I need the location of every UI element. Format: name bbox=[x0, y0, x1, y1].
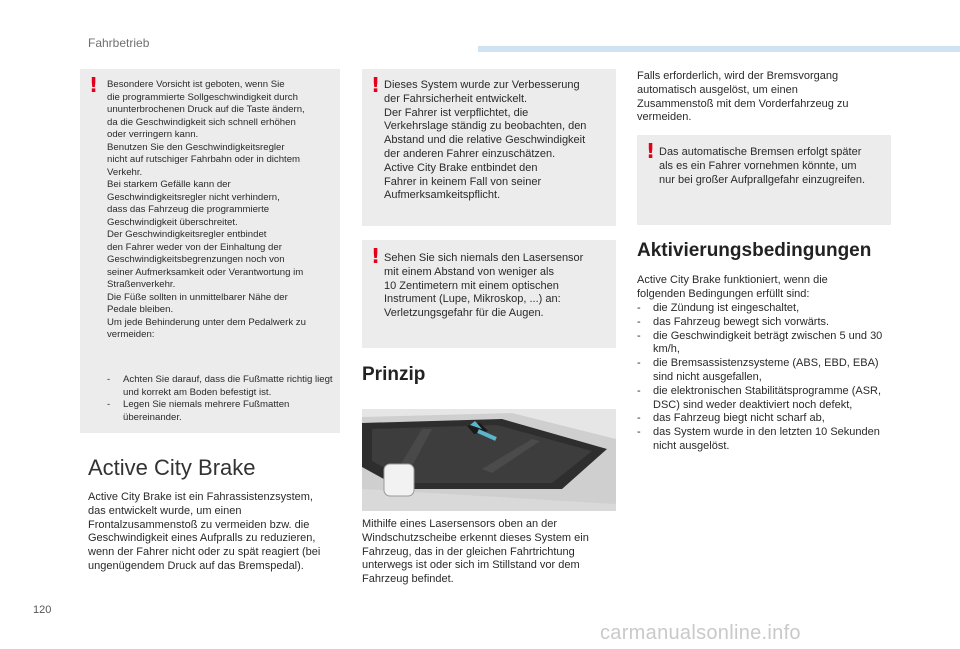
warning-exclamation-icon: ! bbox=[371, 244, 381, 268]
warning-note-automatic-braking bbox=[637, 135, 891, 225]
section-heading-prinzip: Prinzip bbox=[362, 364, 426, 385]
warning-note-text: Besondere Vorsicht ist geboten, wenn Sie die programmierte Sollgeschwindigkeit durch ununterbrochenen Druck auf die Taste ändern, da die Geschwindigkeit sich schnell erhöhen oder verringern kann. Benutzen Sie den Geschwindigkeitsregler nicht auf rutschiger Fahrbahn oder in dichtem Verkehr. Bei starkem Gefälle kann der Geschwindigkeitsregler nicht verhindern, dass das Fahrzeug die programmierte Geschwindigkeit überschreitet. Der Geschwindigkeitsregler entbindet den Fahrer weder von der Einhaltung der Geschwindigkeitsbegrenzungen noch von seiner Aufmerksamkeit oder Verantwortung im Straßenverkehr. Die Füße sollten in unmittelbarer Nähe der Pedale bleiben. Um jede Behinderung unter dem Pedalwerk zu vermeiden: bbox=[107, 79, 306, 340]
list-item: - das System wurde in den letzten 10 Sekunden nicht ausgelöst. bbox=[637, 426, 880, 452]
warning-exclamation-icon: ! bbox=[646, 139, 656, 163]
paragraph-active-city-brake: Active City Brake ist ein Fahrassistenzsystem, das entwickelt wurde, um einen Frontalzusammenstoß zu vermeiden bzw. die Geschwindigkeit eines Aufpralls zu reduzieren, wenn der Fahrer nicht oder zu spät reagiert (bei ungenügendem Druck auf das Bremspedal). bbox=[88, 491, 321, 572]
car-windshield-graphic bbox=[362, 409, 616, 511]
list-item: - die Bremsassistenzsysteme (ABS, EBD, EBA) sind nicht ausgefallen, bbox=[637, 357, 879, 383]
list-item: - das Fahrzeug biegt nicht scharf ab, bbox=[637, 412, 825, 425]
running-header: Fahrbetrieb bbox=[88, 36, 150, 50]
aktivierung-conditions-list bbox=[637, 302, 892, 454]
paragraph-falls-erforderlich: Falls erforderlich, wird der Bremsvorgang automatisch ausgelöst, um einen Zusammenstoß mit dem Vorderfahrzeug zu vermeiden. bbox=[637, 70, 849, 124]
windshield-sensor-illustration bbox=[362, 409, 616, 511]
list-item: - die Zündung ist eingeschaltet, bbox=[637, 302, 800, 314]
list-item: - die Geschwindigkeit beträgt zwischen 5 und 30 km/h, bbox=[637, 329, 883, 356]
warning-note-text: Dieses System wurde zur Verbesserung der Fahrsicherheit entwickelt. Der Fahrer ist verpflichtet, die Verkehrslage ständig zu beobachten, den Abstand und die relative Geschwindigkeit der anderen Fahrer einzuschätzen. Active City Brake entbindet den Fahrer in keinem Fall von seiner Aufmerksamkeitspflicht. bbox=[384, 79, 587, 202]
list-item: - Achten Sie darauf, dass die Fußmatte richtig liegt und korrekt am Boden befestigt ist. bbox=[107, 374, 333, 398]
watermark: carmanualsonline.info bbox=[600, 622, 801, 644]
warning-exclamation-icon: ! bbox=[89, 73, 99, 97]
section-heading-active-city-brake: Active City Brake bbox=[88, 455, 256, 480]
list-item: - die elektronischen Stabilitätsprogramme (ASR, DSC) sind weder deaktiviert noch defekt, bbox=[637, 384, 882, 411]
warning-note-system bbox=[362, 69, 616, 226]
paragraph-prinzip: Mithilfe eines Lasersensors oben an der Windschutzscheibe erkennt dieses System ein Fahrzeug, das in der gleichen Fahrtrichtung unterwegs ist oder sich im Stillstand vor dem Fahrzeug befindet. bbox=[362, 518, 589, 586]
warning-note-laser bbox=[362, 240, 616, 348]
list-item: - Legen Sie niemals mehrere Fußmatten übereinander. bbox=[107, 399, 290, 423]
warning-note-text: Sehen Sie sich niemals den Lasersensor mit einem Abstand von weniger als 10 Zentimetern mit einem optischen Instrument (Lupe, Mikroskop, ...) an: Verletzungsgefahr für die Augen. bbox=[384, 252, 584, 320]
warning-note-text: Das automatische Bremsen erfolgt später als es ein Fahrer vornehmen könnte, um nur bei großer Aufprallgefahr einzugreifen. bbox=[659, 146, 866, 186]
list-item: - das Fahrzeug bewegt sich vorwärts. bbox=[637, 315, 830, 328]
warning-note-list bbox=[107, 374, 339, 424]
header-accent-bar bbox=[478, 46, 960, 52]
page-number: 120 bbox=[33, 604, 52, 616]
warning-exclamation-icon: ! bbox=[371, 73, 381, 97]
section-heading-aktivierungsbedingungen: Aktivierungsbedingungen bbox=[637, 240, 872, 261]
paragraph-aktivierung-intro: Active City Brake funktioniert, wenn die folgenden Bedingungen erfüllt sind: bbox=[637, 274, 828, 300]
